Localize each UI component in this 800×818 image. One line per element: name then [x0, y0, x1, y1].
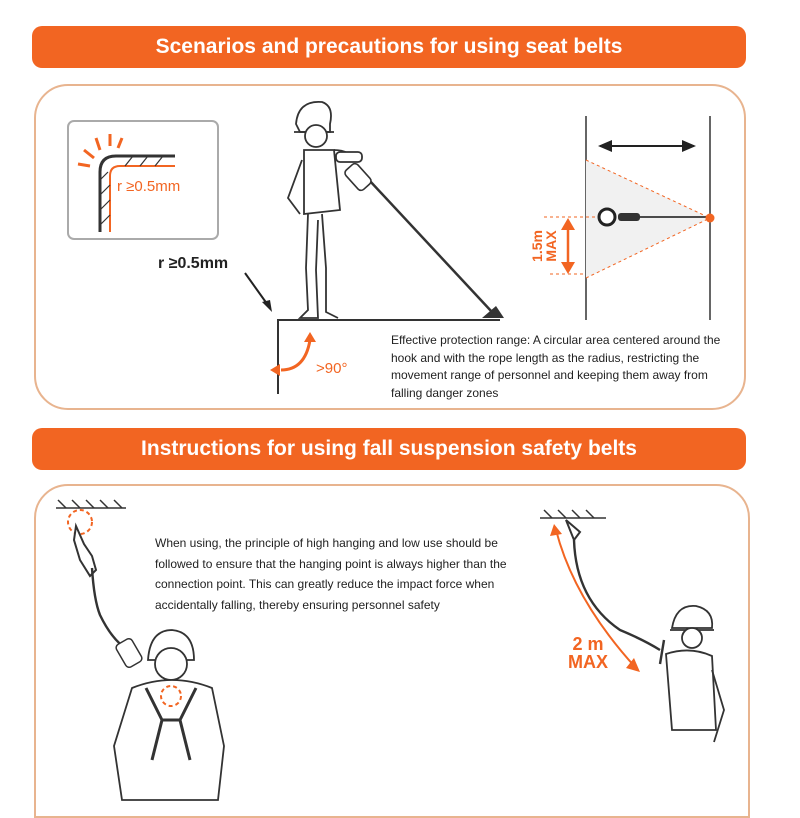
- worker-side-figure: [660, 606, 724, 742]
- distance-label-line2: MAX: [568, 652, 608, 672]
- distance-label-line1: 2 m: [572, 634, 604, 654]
- worker-figure: [288, 102, 362, 318]
- section2-title-banner: [32, 428, 746, 470]
- hook-point-icon: [706, 214, 715, 223]
- section2-caption: When using, the principle of high hanging and low use should be followed to ensure that the hanging point is always higher than the connection point. This can greatly reduce the impact force when accidentally falling, thereby ensuring personnel safety: [155, 536, 507, 612]
- ceiling-anchor-left: [56, 500, 143, 669]
- worker-top-view-icon: [599, 209, 615, 225]
- angle-label: >90°: [316, 360, 348, 377]
- vertical-limit-label-line1: 1.5m: [529, 230, 545, 262]
- corner-radius-inset: [68, 121, 218, 239]
- edge-radius-label: r ≥0.5mm: [158, 255, 229, 272]
- lanyard-line: [356, 166, 492, 312]
- anchor-point: [482, 306, 504, 318]
- range-diagram: [529, 116, 715, 320]
- section1-caption: Effective protection range: A circular area centered around the hook and with the rope length as the radius, restricting the movement range of personnel and keeping them away from falling danger zones: [391, 333, 721, 400]
- inset-radius-label: r ≥0.5mm: [117, 178, 181, 195]
- section1-title-banner: [32, 26, 746, 68]
- vertical-limit-label-line2: MAX: [543, 230, 559, 262]
- angle-arc: [281, 340, 310, 370]
- section2-title: Instructions for using fall suspension safety belts: [141, 437, 637, 460]
- section1-title: Scenarios and precautions for using seat belts: [155, 35, 623, 58]
